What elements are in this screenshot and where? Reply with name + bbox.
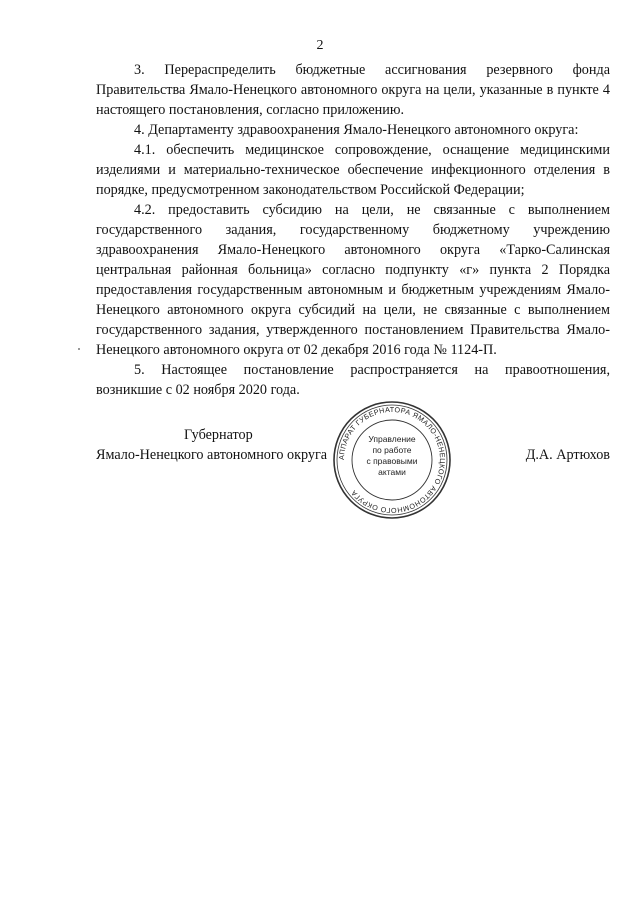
paragraph-4: 4. Департаменту здравоохранения Ямало-Ненецкого автономного округа:	[134, 122, 579, 138]
stamp-center-text	[360, 434, 424, 478]
signatory-title-line-1: Губернатор	[184, 427, 253, 443]
paragraph-3: 3. Перераспределить бюджетные ассигнования резервного фонда Правительства Ямало-Ненецкого автономного округа на цели, указанные в пункте 4 настоящего постановления, согласно приложению.	[96, 62, 610, 118]
paragraph-5: 5. Настоящее постановление распространяется на правоотношения, возникшие с 02 ноября 2020 года.	[96, 362, 610, 398]
page-number: 2	[316, 38, 324, 53]
official-stamp	[330, 398, 454, 522]
paragraph-4-2: 4.2. предоставить субсидию на цели, не связанные с выполнением государственного задания, государственному бюджетному учреждению здравоохранения Ямало-Ненецкого автономного округа «Тарко-Салинская центральная районная больница» согласно подпункту «г» пункта 2 Порядка предоставления государственным автономным и бюджетным учреждениям Ямало-Ненецкого автономного округа субсидий на цели, не связанные с выполнением государственного задания, утвержденного постановлением Правительства Ямало-Ненецкого автономного округа от 02 декабря 2016 года № 1124-П.	[96, 202, 610, 358]
stamp-line-1: Управление	[368, 434, 416, 444]
stamp-line-4: актами	[378, 467, 406, 477]
signatory-title-line-2: Ямало-Ненецкого автономного округа	[96, 447, 328, 463]
document-body	[96, 60, 610, 400]
stamp-ring-text: АППАРАТ ГУБЕРНАТОРА ЯМАЛО-НЕНЕЦКОГО АВТОНОМНОГО ОКРУГА	[336, 404, 448, 516]
stamp-line-3: с правовыми	[366, 456, 418, 466]
paragraph-4-1: 4.1. обеспечить медицинское сопровождение, оснащение медицинскими изделиями и материально-техническое обеспечение инфекционного отделения в порядке, предусмотренном законодательством Российской Федерации;	[96, 142, 610, 198]
stamp-line-2: по работе	[372, 445, 412, 455]
margin-dot	[78, 348, 80, 350]
signatory-name: Д.А. Артюхов	[525, 447, 610, 463]
